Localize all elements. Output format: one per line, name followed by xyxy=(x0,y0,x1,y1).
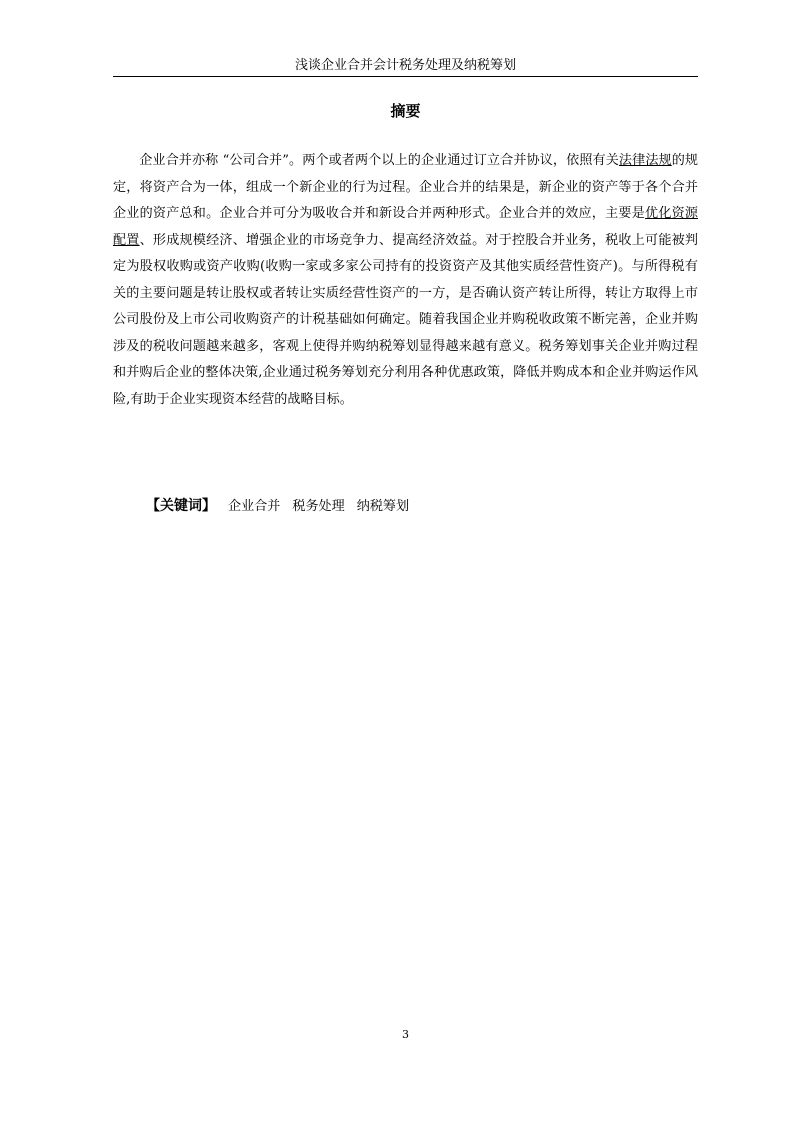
abstract-text-1: 企业合并亦称 “公司合并”。两个或者两个以上的企业通过订立合并协议，依照有关 xyxy=(139,153,619,168)
abstract-text-2: 的规定，将资产合为一体，组成一个新企业的行为过程。企业合并的结果是，新企业的资产等于各个合并企业的资产总和。企业合并可分为吸收合并和新设合并两种形式。企业合并的效应，主要是 xyxy=(113,153,699,221)
link-legal-regulations[interactable]: 法律法规 xyxy=(618,153,672,168)
abstract-text-3: 、形成规模经济、增强企业的市场竞争力、提高经济效益。对于控股合并业务，税收上可能被判定为股权收购或资产收购(收购一家或多家公司持有的投资资产及其他实质经营性资产)。与所得税有关的主要问题是转让股权或者转让实质经营性资产的一方，是否确认资产转让所得，转让方取得上市公司股份及上市公司收购资产的计税基础如何确定。随着我国企业并购税收政策不断完善，企业并购涉及的税收问题越来越多，客观上使得并购纳税筹划显得越来越有意义。税务筹划事关企业并购过程和并购后企业的整体决策,企业通过税务筹划充分利用各种优惠政策，降低并购成本和企业并购运作风险,有助于企业实现资本经营的战略目标。 xyxy=(113,232,699,407)
keywords-label: 【关键词】 xyxy=(146,498,216,514)
header-divider xyxy=(113,76,698,77)
link-resource-allocation[interactable]: 优化资源配置 xyxy=(113,206,699,248)
keyword-item: 纳税筹划 xyxy=(356,499,410,514)
keyword-item: 企业合并 xyxy=(228,499,281,514)
running-header-title: 浅谈企业合并会计税务处理及纳税筹划 xyxy=(294,58,516,73)
abstract-paragraph xyxy=(113,148,698,413)
page-number: 3 xyxy=(402,1028,409,1041)
abstract-heading: 摘要 xyxy=(390,102,421,120)
keywords-line xyxy=(146,495,686,518)
keyword-item: 税务处理 xyxy=(292,499,345,514)
